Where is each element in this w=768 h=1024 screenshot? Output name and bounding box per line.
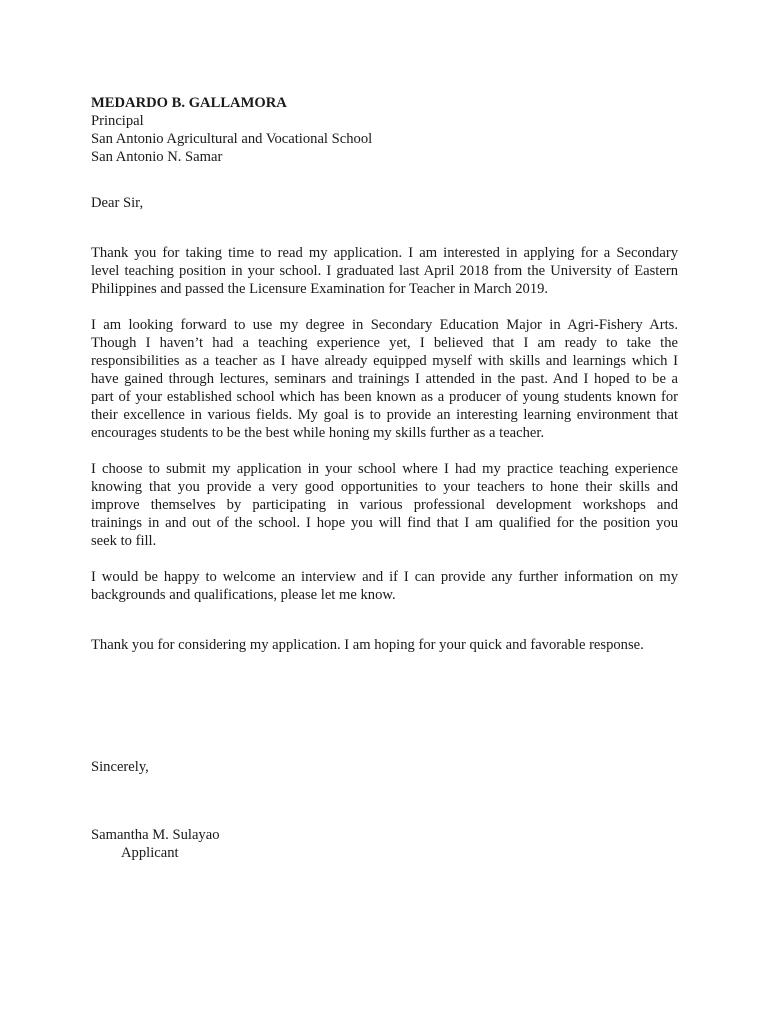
paragraph-3: [91, 460, 678, 550]
closing-thanks: Thank you for considering my application. I am hoping for your quick and favorable response.: [91, 637, 644, 653]
paragraph-line: I am looking forward to use my degree in Secondary Education Major in Agri-Fishery Arts.: [91, 317, 678, 333]
paragraph-line: knowing that you provide a very good opportunities to your teachers to hone their skills and: [91, 479, 678, 495]
recipient-name: MEDARDO B. GALLAMORA: [91, 95, 287, 111]
salutation: Dear Sir,: [91, 195, 144, 211]
signature-block: [91, 826, 678, 862]
cover-letter: [91, 94, 678, 862]
recipient-title: Principal: [91, 113, 144, 129]
recipient-school: San Antonio Agricultural and Vocational School: [91, 131, 373, 147]
closing: Sincerely,: [91, 759, 149, 775]
paragraph-line: encourages students to be the best while honing my skills further as a teacher.: [91, 425, 545, 441]
signature-role: Applicant: [121, 845, 179, 861]
paragraph-4: [91, 568, 678, 604]
paragraph-line: Though I haven’t had a teaching experience yet, I believed that I am ready to take the: [91, 335, 678, 351]
recipient-address: San Antonio N. Samar: [91, 149, 223, 165]
paragraph-line: trainings in and out of the school. I hope you will find that I am qualified for the position you: [91, 515, 678, 531]
signature-name: Samantha M. Sulayao: [91, 827, 220, 843]
paragraph-line: Philippines and passed the Licensure Examination for Teacher in March 2019.: [91, 281, 549, 297]
paragraph-line: level teaching position in your school. I graduated last April 2018 from the University of Eastern: [91, 263, 678, 279]
paragraph-line: improve themselves by participating in various professional development workshops and: [91, 497, 678, 513]
paragraph-line: backgrounds and qualifications, please let me know.: [91, 587, 396, 603]
paragraph-line: Thank you for taking time to read my application. I am interested in applying for a Secondary: [91, 245, 678, 261]
paragraph-2: [91, 316, 678, 442]
paragraph-line: I choose to submit my application in your school where I had my practice teaching experience: [91, 461, 678, 477]
paragraph-line: part of your established school which has been known as a producer of young students known for: [91, 389, 678, 405]
paragraph-line: I would be happy to welcome an interview and if I can provide any further information on my: [91, 569, 678, 585]
recipient-block: [91, 94, 678, 166]
paragraph-line: their excellence in various fields. My goal is to provide an interesting learning environment that: [91, 407, 678, 423]
paragraph-line: responsibilities as a teacher as I have already equipped myself with skills and learnings which I: [91, 353, 678, 369]
paragraph-1: [91, 244, 678, 298]
paragraph-line: have gained through lectures, seminars and trainings I attended in the past. And I hoped to be a: [91, 371, 678, 387]
paragraph-line: seek to fill.: [91, 533, 157, 549]
